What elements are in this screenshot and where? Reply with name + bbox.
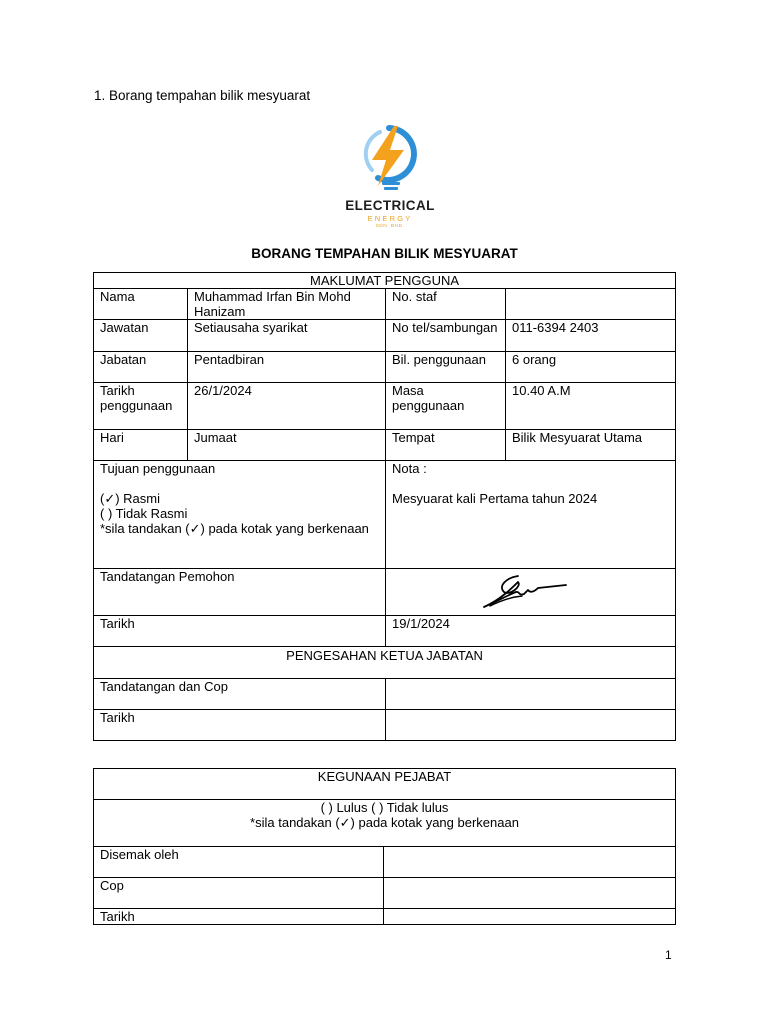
tempat-value[interactable]: Bilik Mesyuarat Utama [506,430,676,461]
semak-label: Disemak oleh [94,847,384,878]
tarikh-guna-label: Tarikh penggunaan [94,383,188,430]
bil-value[interactable]: 6 orang [506,352,676,383]
approval-tarikh-field[interactable] [386,710,676,741]
tempat-label: Tempat [386,430,506,461]
tick-instruction: *sila tandakan (✓) pada kotak yang berkenaan [100,521,369,536]
lightbulb-bolt-icon [334,120,446,198]
nota-cell [386,461,676,569]
masa-value[interactable]: 10.40 A.M [506,383,676,430]
tujuan-cell [94,461,386,569]
office-options-cell [94,800,676,847]
office-tarikh-field[interactable] [384,909,676,925]
cop-field[interactable] [384,878,676,909]
office-header: KEGUNAAN PEJABAT [94,769,676,800]
tel-label: No tel/sambungan [386,320,506,352]
nama-value[interactable]: Muhammad Irfan Bin Mohd Hanizam [188,289,386,320]
staf-value[interactable] [506,289,676,320]
approval-sign-field[interactable] [386,679,676,710]
form-title: BORANG TEMPAHAN BILIK MESYUARAT [251,246,518,261]
tarikh-value[interactable]: 19/1/2024 [386,616,676,647]
page-number: 1 [665,948,672,962]
approval-tarikh-label: Tarikh [94,710,386,741]
tarikh-guna-value[interactable]: 26/1/2024 [188,383,386,430]
approval-options[interactable]: ( ) Lulus ( ) Tidak lulus [320,800,449,815]
company-logo [334,120,446,236]
nota-value[interactable]: Mesyuarat kali Pertama tahun 2024 [392,491,598,506]
office-use-table [93,768,676,925]
approval-header: PENGESAHAN KETUA JABATAN [94,647,676,679]
hari-label: Hari [94,430,188,461]
nota-label: Nota : [392,461,427,476]
tel-value[interactable]: 011-6394 2403 [506,320,676,352]
staf-label: No. staf [386,289,506,320]
sign-label: Tandatangan Pemohon [94,569,386,616]
hari-value[interactable]: Jumaat [188,430,386,461]
section-heading: 1. Borang tempahan bilik mesyuarat [94,88,311,103]
tujuan-label: Tujuan penggunaan [100,461,216,476]
option-tidak-rasmi[interactable]: ( ) Tidak Rasmi [100,506,188,521]
approval-sign-label: Tandatangan dan Cop [94,679,386,710]
semak-field[interactable] [384,847,676,878]
booking-form-table [93,272,676,741]
jawatan-label: Jawatan [94,320,188,352]
jabatan-label: Jabatan [94,352,188,383]
user-info-header: MAKLUMAT PENGGUNA [94,273,676,289]
jawatan-value[interactable]: Setiausaha syarikat [188,320,386,352]
logo-name: ELECTRICAL [345,198,435,213]
option-rasmi[interactable]: (✓) Rasmi [100,491,160,506]
jabatan-value[interactable]: Pentadbiran [188,352,386,383]
tarikh-label: Tarikh [94,616,386,647]
office-tarikh-label: Tarikh [94,909,384,925]
nama-label: Nama [94,289,188,320]
logo-subtitle: ENERGY [367,214,413,223]
masa-label: Masa penggunaan [386,383,506,430]
logo-company: SDN. BHD. [375,224,405,229]
applicant-signature [476,572,576,612]
cop-label: Cop [94,878,384,909]
bil-label: Bil. penggunaan [386,352,506,383]
applicant-signature-cell[interactable] [386,569,676,616]
office-tick-instruction: *sila tandakan (✓) pada kotak yang berkenaan [250,815,519,830]
